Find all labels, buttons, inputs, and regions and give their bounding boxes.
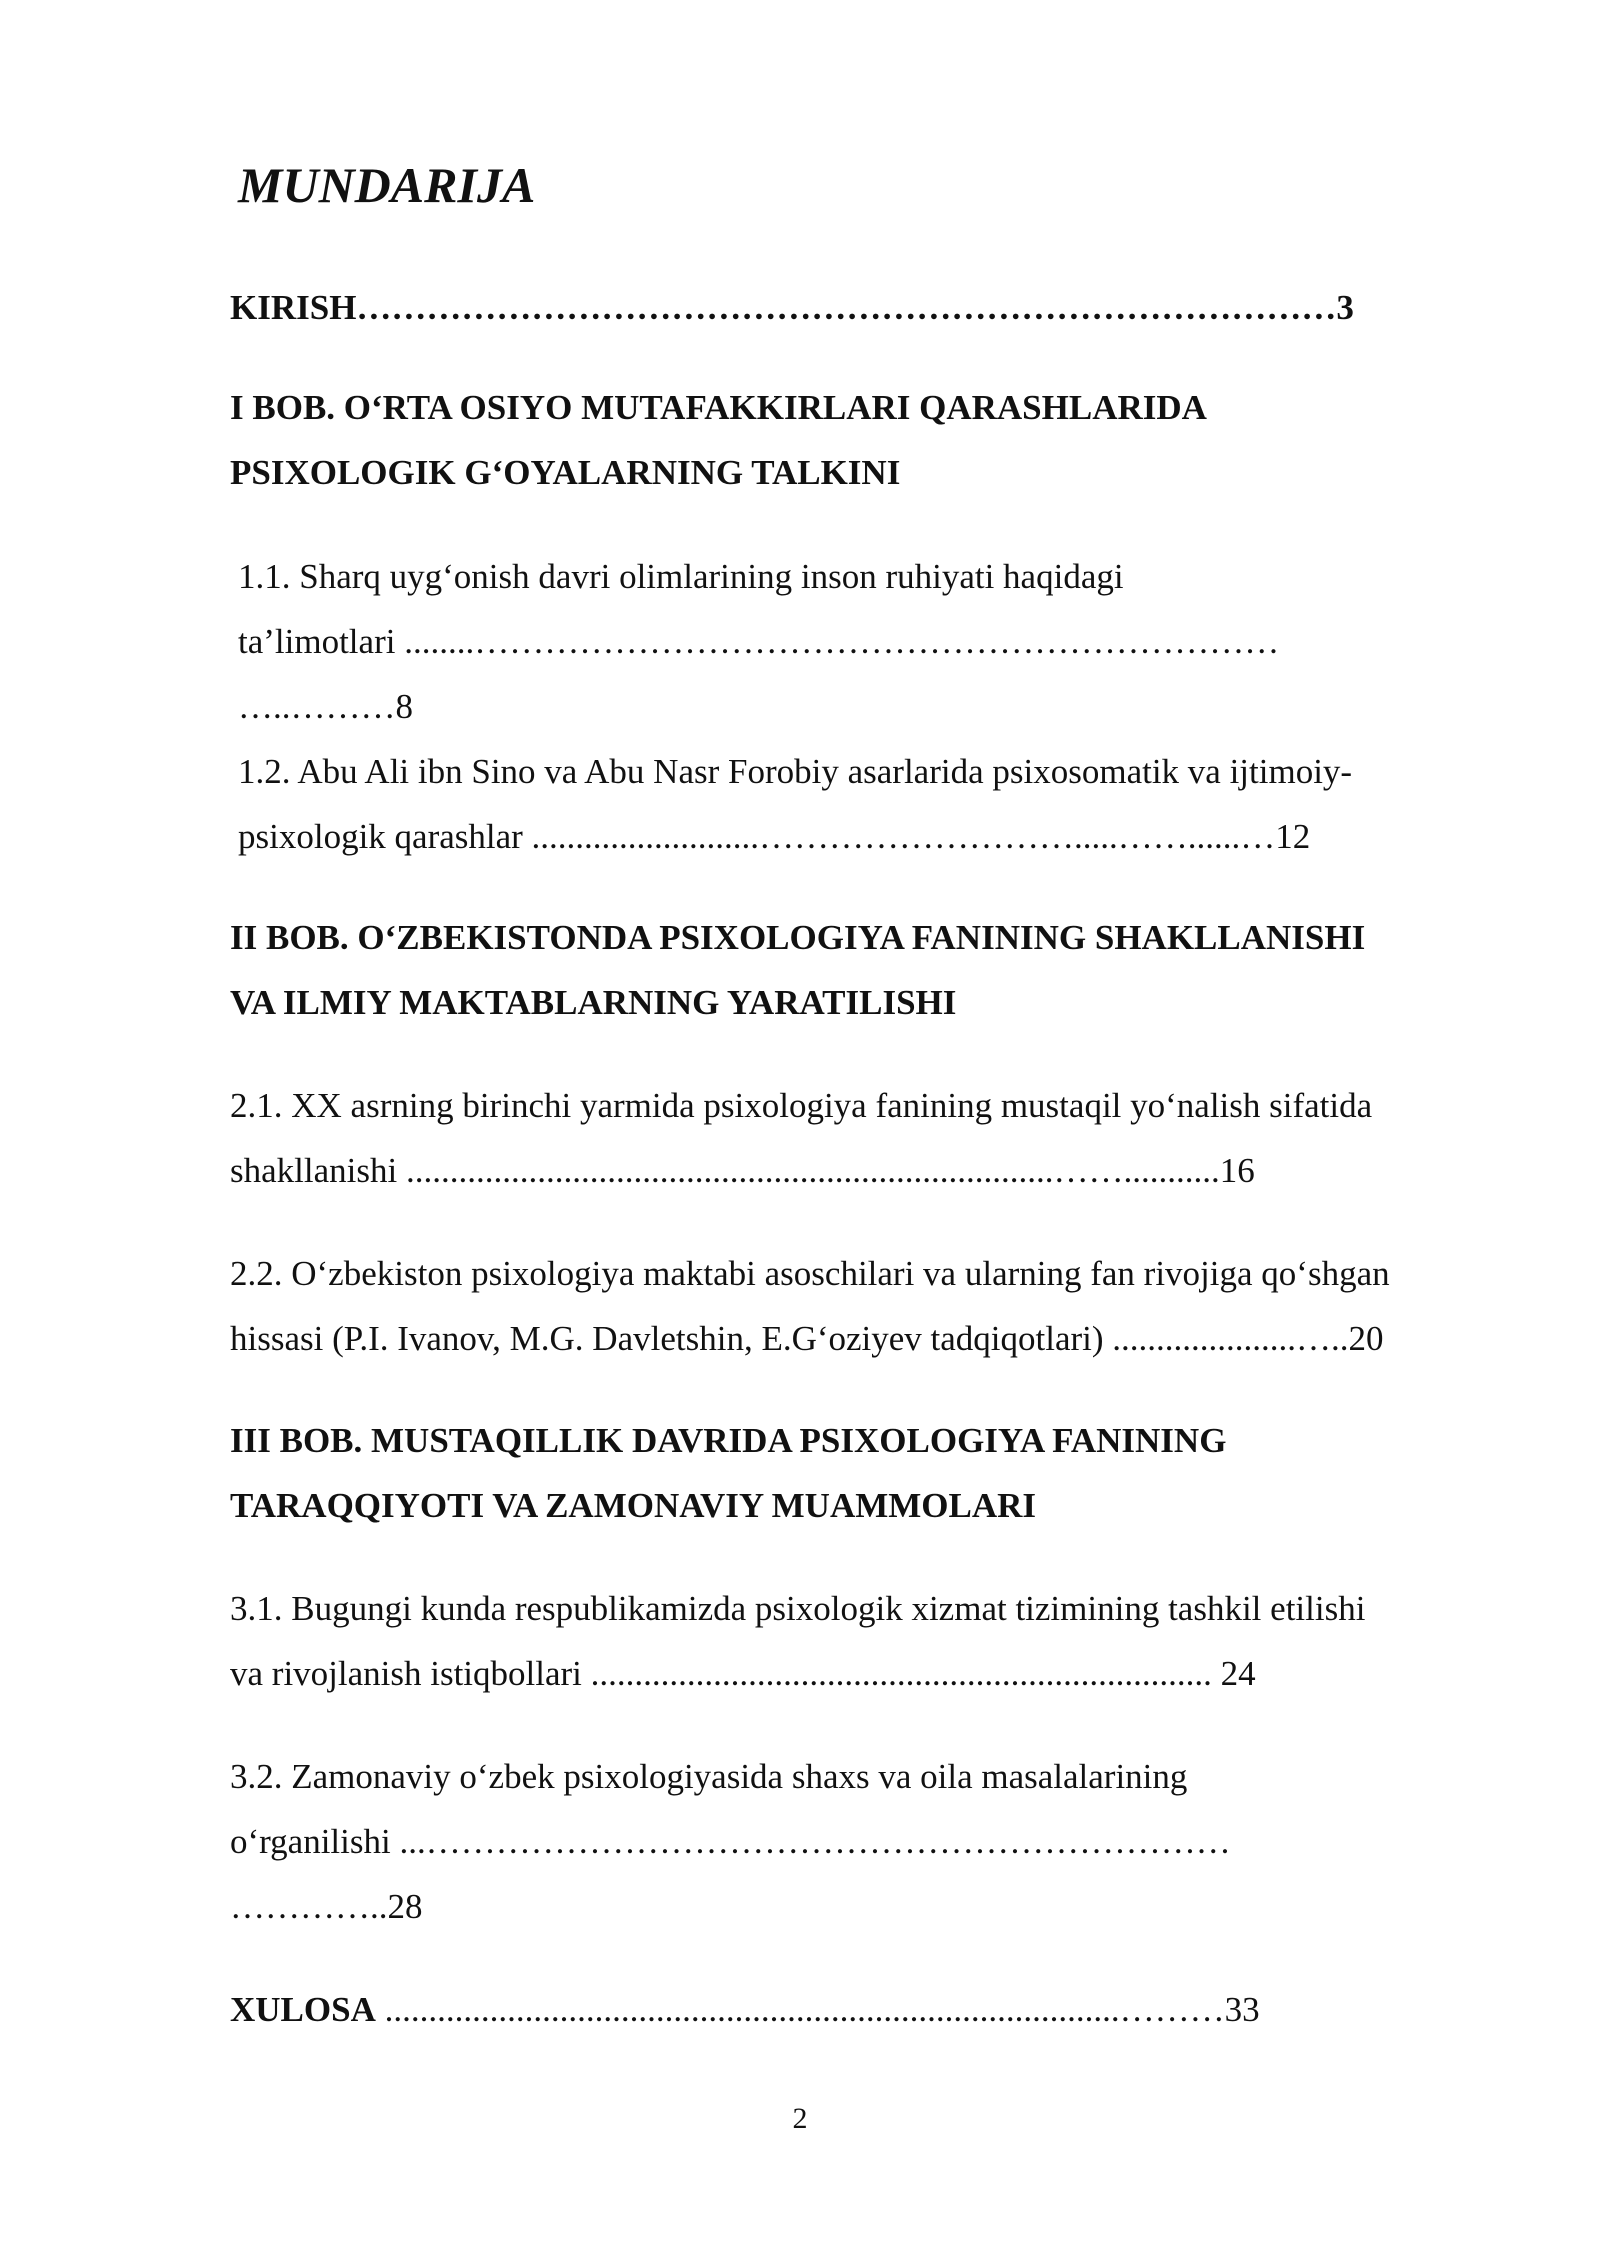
toc-chapter-2-title-line-1: II BOB. O‘ZBEKISTONDA PSIXOLOGIYA FANINING SHAKLLANISHI (230, 918, 1366, 957)
toc-section-3-2-line-2: o‘rganilishi ...…………………………………………………………… (230, 1822, 1231, 1861)
toc-chapter-3-title-line-2: TARAQQIYOTI VA ZAMONAVIY MUAMMOLARI (230, 1486, 1037, 1525)
toc-entry-xulosa (230, 1985, 1260, 2035)
toc-section-3-1-line-2: va rivojlanish istiqbollari ....................................................................... 24 (230, 1654, 1256, 1693)
toc-entry-xulosa-leader: ....................................................................................………33 (375, 1990, 1260, 2029)
toc-section-1-2-line-2: psixologik qarashlar ..........................……………………….....……......…12 (238, 817, 1311, 856)
toc-section-1-2-line-1: 1.2. Abu Ali ibn Sino va Abu Nasr Forobiy asarlarida psixosomatik va ijtimoiy- (238, 752, 1353, 791)
toc-chapter-3-title-line-1: III BOB. MUSTAQILLIK DAVRIDA PSIXOLOGIYA FANINING (230, 1421, 1227, 1460)
toc-section-3-2-line-3: …………..28 (230, 1887, 423, 1926)
toc-section-1-1-line-2: ta’limotlari ........…………………………………………………………… (238, 622, 1280, 661)
toc-section-3-1-line-1: 3.1. Bugungi kunda respublikamizda psixologik xizmat tizimining tashkil etilishi (230, 1589, 1366, 1628)
toc-chapter-1-title-line-2: PSIXOLOGIK G‘OYALARNING TALKINI (230, 453, 901, 492)
toc-entry-xulosa-label: XULOSA (230, 1990, 376, 2029)
toc-section-2-2-line-1: 2.2. O‘zbekiston psixologiya maktabi asoschilari va ularning fan rivojiga qo‘shgan (230, 1254, 1390, 1293)
toc-entry-kirish: KIRISH…………………………………………………………………………3 (230, 288, 1354, 327)
toc-chapter-1-title-line-1: I BOB. O‘RTA OSIYO MUTAFAKKIRLARI QARASHLARIDA (230, 388, 1207, 427)
toc-section-2-1-line-2: shakllanishi ..........................................................................……...........16 (230, 1151, 1255, 1190)
toc-section-3-2-line-1: 3.2. Zamonaviy o‘zbek psixologiyasida shaxs va oila masalalarining (230, 1757, 1188, 1796)
page-number: 2 (792, 2102, 808, 2135)
toc-section-2-1-line-1: 2.1. XX asrning birinchi yarmida psixologiya fanining mustaqil yo‘nalish sifatida (230, 1086, 1373, 1125)
toc-section-1-1-line-3: …..………8 (238, 687, 413, 726)
toc-chapter-2-title-line-2: VA ILMIY MAKTABLARNING YARATILISHI (230, 983, 957, 1022)
page-title: MUNDARIJA (238, 157, 536, 213)
toc-section-2-2-line-2: hissasi (P.I. Ivanov, M.G. Davletshin, E.G‘oziyev tadqiqotlari) .....................…..20 (230, 1319, 1384, 1358)
toc-section-1-1-line-1: 1.1. Sharq uyg‘onish davri olimlarining inson ruhiyati haqidagi (238, 557, 1124, 596)
